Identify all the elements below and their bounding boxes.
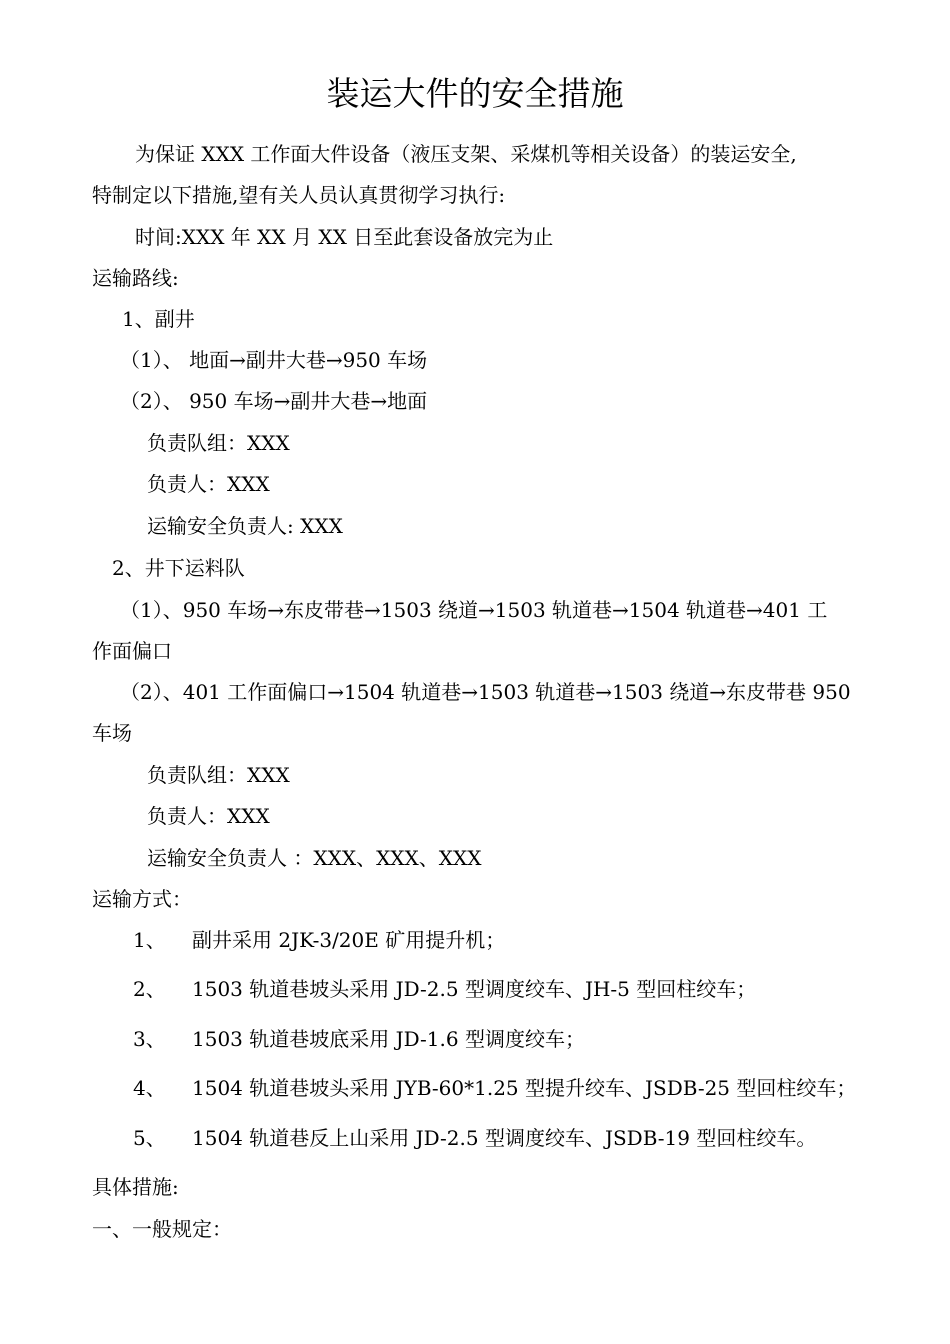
method-item: [0, 1075, 950, 1101]
route-section-1-item: （2）、 950 车场→副井大巷→地面: [120, 389, 428, 413]
document-title: 装运大件的安全措施: [326, 74, 624, 113]
route-section-2-item-1-cont: 作面偏口: [92, 639, 172, 663]
time-line: 时间:XXX 年 XX 月 XX 日至此套设备放完为止: [135, 225, 554, 249]
section-1-person: 负责人：XXX: [147, 472, 270, 496]
section-1-team: 负责队组：XXX: [147, 431, 290, 455]
method-item: [0, 1125, 950, 1151]
route-section-2-item-1: （1）、950 车场→东皮带巷→1503 绕道→1503 轨道巷→1504 轨道巷→401 工: [120, 598, 828, 622]
method-number: 2、: [133, 977, 166, 1001]
method-text: 1504 轨道巷反上山采用 JD-2.5 型调度绞车、JSDB-19 型回柱绞车。: [192, 1126, 817, 1150]
route-section-2-title: 2、井下运料队: [112, 556, 245, 580]
method-text: 1503 轨道巷坡头采用 JD-2.5 型调度绞车、JH-5 型回柱绞车；: [192, 977, 757, 1001]
method-item: [0, 1026, 950, 1052]
method-number: 1、: [133, 928, 166, 952]
route-section-2-item-2-cont: 车场: [92, 721, 132, 745]
route-section-2-item-2: （2）、401 工作面偏口→1504 轨道巷→1503 轨道巷→1503 绕道→东皮带巷 950: [120, 680, 851, 704]
intro-line-1: 为保证 XXX 工作面大件设备（液压支架、采煤机等相关设备）的装运安全,: [135, 142, 797, 166]
method-text: 1504 轨道巷坡头采用 JYB-60*1.25 型提升绞车、JSDB-25 型回柱绞车；: [192, 1076, 857, 1100]
section-2-team: 负责队组：XXX: [147, 763, 290, 787]
method-item: [0, 976, 950, 1002]
route-section-1-title: 1、副井: [122, 307, 195, 331]
route-heading: 运输路线:: [92, 266, 179, 290]
section-1-safety: 运输安全负责人: XXX: [147, 514, 343, 538]
measures-first-heading: 一、一般规定：: [92, 1217, 232, 1241]
method-number: 3、: [133, 1027, 166, 1051]
methods-heading: 运输方式：: [92, 887, 192, 911]
section-2-safety: 运输安全负责人 ：XXX、XXX、XXX: [147, 846, 482, 870]
intro-line-2: 特制定以下措施,望有关人员认真贯彻学习执行:: [92, 183, 506, 207]
method-item: [0, 927, 950, 953]
method-text: 副井采用 2JK-3/20E 矿用提升机；: [192, 928, 506, 952]
measures-heading: 具体措施:: [92, 1175, 179, 1199]
method-number: 5、: [133, 1126, 166, 1150]
section-2-person: 负责人：XXX: [147, 804, 270, 828]
route-section-1-item: （1）、 地面→副井大巷→950 车场: [120, 348, 428, 372]
method-text: 1503 轨道巷坡底采用 JD-1.6 型调度绞车；: [192, 1027, 585, 1051]
method-number: 4、: [133, 1076, 166, 1100]
